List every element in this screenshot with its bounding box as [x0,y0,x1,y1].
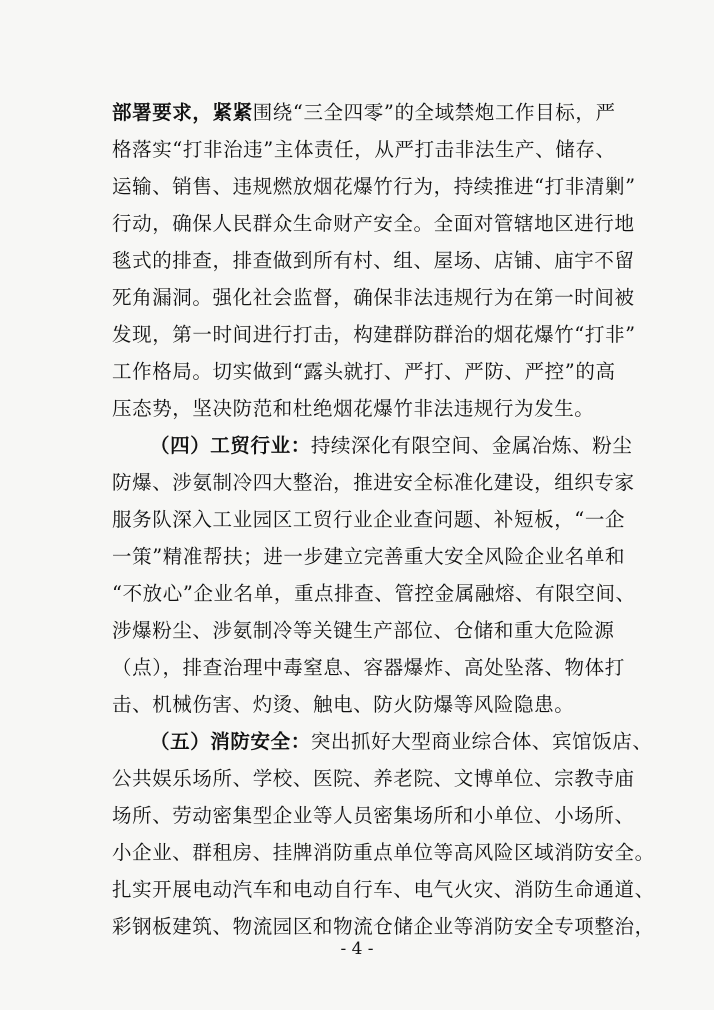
section-5-line-1-text: 突出抓好大型商业综合体、宾馆饭店、 [310,730,653,753]
paragraph-1-line-4: 行动，确保人民群众生命财产安全。全面对管辖地区进行地 [112,212,635,235]
section-5-line-4: 小企业、群租房、挂牌消防重点单位等高风险区域消防安全。 [112,841,655,864]
paragraph-1-line-6: 死角漏洞。强化社会监督，确保非法违规行为在第一时间被 [112,286,635,309]
paragraph-1-line-7: 发现，第一时间进行打击，构建群防群治的烟花爆竹“打非” [112,323,636,346]
section-4-line-8: 击、机械伤害、灼烫、触电、防火防爆等风险隐患。 [112,693,575,716]
page-number: - 4 - [340,939,374,959]
paragraph-1-line-9: 压态势，坚决防范和杜绝烟花爆竹非法违规行为发生。 [112,397,595,420]
section-5-line-2: 公共娱乐场所、学校、医院、养老院、文博单位、宗教寺庙 [112,767,635,790]
section-5-line-6: 彩钢板建筑、物流园区和物流仓储企业等消防安全专项整治， [112,915,655,938]
paragraph-1-line-8: 工作格局。切实做到“露头就打、严打、严防、严控”的高 [112,360,616,383]
section-4-line-3: 服务队深入工业园区工贸行业企业查问题、补短板，“一企 [112,508,626,531]
paragraph-1-line-2: 格落实“打非治违”主体责任，从严打击非法生产、储存、 [112,138,616,161]
section-4-line-6: 涉爆粉尘、涉氨制冷等关键生产部位、仓储和重大危险源 [112,619,615,642]
paragraph-1-line-1-text: 围绕“三全四零”的全域禁炮工作目标，严 [252,101,616,124]
section-5-line-5: 扎实开展电动汽车和电动自行车、电气火灾、消防生命通道、 [112,878,655,901]
section-5-heading: （五）消防安全： [150,730,311,753]
section-4-line-5: “不放心”企业名单，重点排查、管控金属融熔、有限空间、 [112,582,636,605]
section-4-line-7: （点），排查治理中毒窒息、容器爆炸、高处坠落、物体打 [112,656,625,679]
section-4-line-1-text: 持续深化有限空间、金属冶炼、粉尘 [310,434,633,457]
section-5-line-3: 场所、劳动密集型企业等人员密集场所和小单位、小场所、 [112,804,635,827]
section-5-line-1 [150,728,653,756]
section-4-line-2: 防爆、涉氨制冷四大整治，推进安全标准化建设，组织专家 [112,471,635,494]
section-4-line-4: 一策”精准帮扶；进一步建立完善重大安全风险企业名单和 [112,545,626,568]
section-4-heading: （四）工贸行业： [150,434,311,457]
paragraph-1-line-1 [112,99,616,127]
paragraph-1-line-5: 毯式的排查，排查做到所有村、组、屋场、店铺、庙宇不留 [112,249,635,272]
paragraph-1-lead: 部署要求，紧紧 [112,101,253,124]
paragraph-1-line-3: 运输、销售、违规燃放烟花爆竹行为，持续推进“打非清剿” [112,175,636,198]
section-4-line-1 [150,432,650,460]
